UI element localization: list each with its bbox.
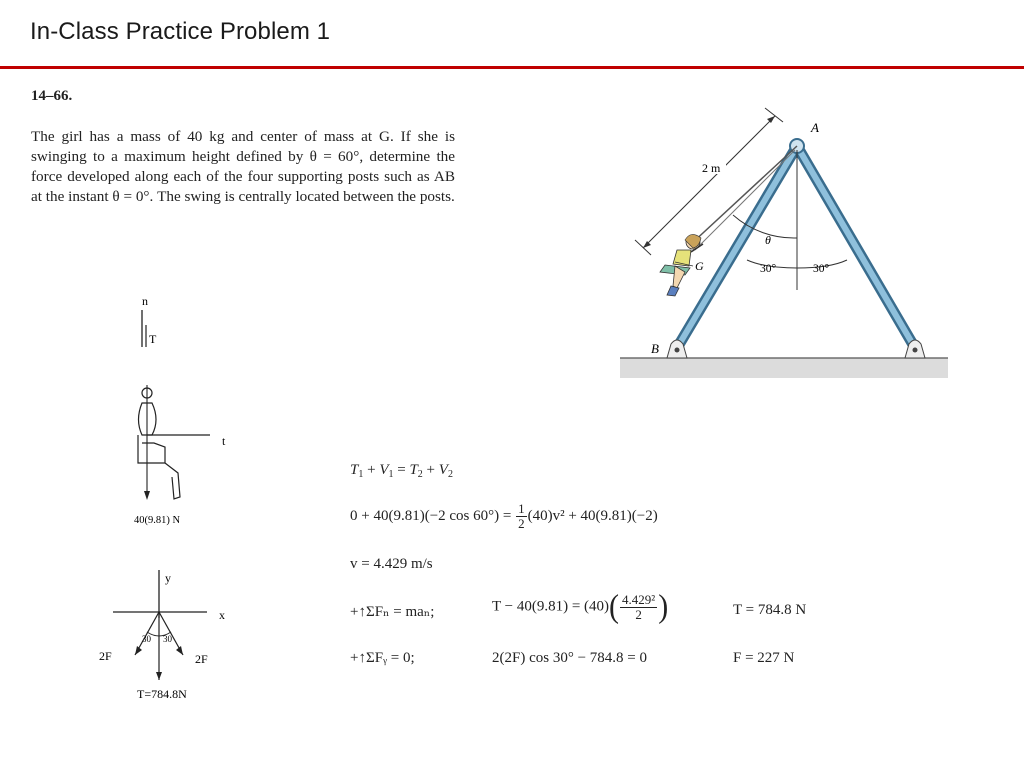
sum-forces-y-label: +↑ΣFᵧ = 0;: [350, 650, 415, 666]
velocity-result: v = 4.429 m/s: [350, 556, 433, 572]
title-divider: [0, 66, 1024, 69]
label-angle-left: 30°: [760, 263, 777, 275]
slide-title: In-Class Practice Problem 1: [30, 18, 331, 45]
fbd-label-t: t: [222, 434, 226, 448]
label-2m: 2 m: [702, 161, 721, 175]
label-angle-right: 30°: [813, 263, 830, 275]
energy-substitution: 0 + 40(9.81)(−2 cos 60°) = $\frac{1}{2}$ (40)v² + 40(9.81)(−2): [350, 501, 658, 531]
ground: [620, 358, 948, 378]
fbd-right-force: 2F: [195, 652, 208, 666]
sum-forces-y-equation: 2(2F) cos 30° − 784.8 = 0: [492, 650, 647, 666]
tension-result: T = 784.8 N: [733, 602, 807, 618]
fbd-left-force: 2F: [99, 649, 112, 663]
sum-forces-n-label: +↑ΣFₙ = maₙ;: [350, 604, 435, 620]
fbd-angle-left: 30: [142, 634, 151, 644]
fbd-tension-value: T=784.8N: [137, 687, 187, 701]
problem-statement: The girl has a mass of 40 kg and center of mass at G. If she is swinging to a maximum height defined by θ = 60°, determine the force developed along each of the four supporting posts such as AB at the instant θ = 0°. The swing is centrally located between the posts.: [31, 128, 455, 205]
problem-number: 14–66.: [31, 88, 73, 104]
fbd-weight-label: 40(9.81) N: [134, 515, 181, 526]
fbd-label-y: y: [165, 571, 171, 585]
fbd-label-x: x: [219, 608, 225, 622]
fbd-label-n: n: [142, 294, 148, 308]
joint-free-body-diagram: [95, 560, 245, 705]
label-A: A: [811, 120, 819, 135]
energy-equation: $T_1 + V_1 = T_2 + V_2$: [350, 462, 453, 480]
fbd-label-T: T: [149, 332, 157, 346]
label-theta: θ: [765, 233, 771, 247]
fbd-angle-right: 30: [163, 634, 172, 644]
swing-figure: [615, 100, 955, 385]
label-B: B: [651, 341, 659, 356]
force-result: F = 227 N: [733, 650, 795, 666]
girl-free-body-diagram: [120, 285, 240, 535]
sum-forces-n-equation: T − 40(9.81) = (40)( $\frac{\text{4.429²}}{2}$ ): [492, 588, 669, 625]
label-G: G: [695, 259, 704, 273]
